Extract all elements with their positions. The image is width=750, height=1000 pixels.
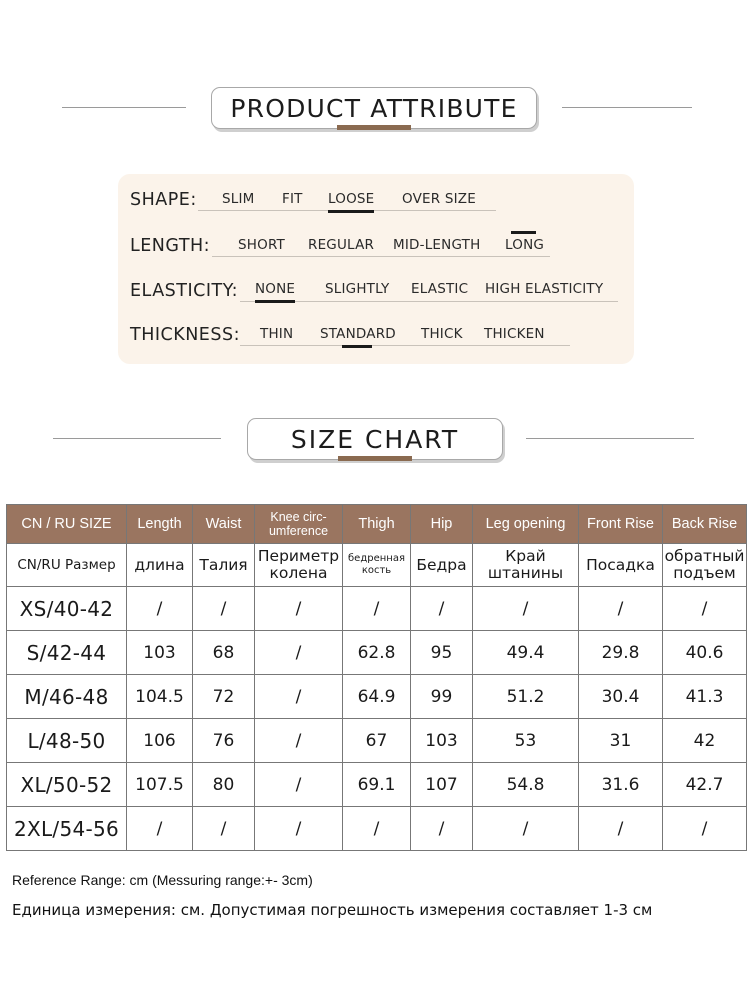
value-cell: / [343, 807, 411, 851]
value-cell: 80 [193, 763, 255, 807]
size-cell: S/42-44 [7, 631, 127, 675]
size-chart-title-pill [247, 418, 503, 460]
attr-label-shape: SHAPE: [130, 190, 197, 210]
size-cell: 2XL/54-56 [7, 807, 127, 851]
header-cell: Leg opening [473, 505, 579, 544]
table-header-ru [7, 544, 747, 587]
attr-option: THIN [260, 326, 294, 342]
selected-mark [328, 210, 374, 213]
value-cell: 68 [193, 631, 255, 675]
value-cell: / [193, 587, 255, 631]
attr-label-elasticity: ELASTICITY: [130, 281, 238, 301]
attr-underline [240, 345, 570, 346]
table-row [7, 631, 747, 675]
attr-option: SLIM [222, 191, 255, 207]
note-ru: Единица измерения: см. Допустимая погрешность измерения составляет 1-3 см [12, 901, 653, 919]
value-cell: 67 [343, 719, 411, 763]
attr-label-length: LENGTH: [130, 236, 211, 256]
value-cell: 106 [127, 719, 193, 763]
attr-option-selected [328, 191, 374, 207]
value-cell: 51.2 [473, 675, 579, 719]
attr-option: THICKEN [484, 326, 545, 342]
selected-mark [255, 300, 295, 303]
divider-left [53, 438, 221, 439]
header-cell-ru: Талия [193, 544, 255, 587]
attr-option: ELASTIC [411, 281, 469, 297]
value-cell: 31 [579, 719, 663, 763]
header-cell: Hip [411, 505, 473, 544]
attr-option-selected [255, 281, 295, 297]
selected-mark [511, 231, 536, 234]
size-cell: XL/50-52 [7, 763, 127, 807]
value-cell: / [411, 807, 473, 851]
value-cell: / [127, 587, 193, 631]
value-cell: / [255, 631, 343, 675]
header-cell: Knee circ-umference [255, 505, 343, 544]
header-cell: Thigh [343, 505, 411, 544]
header-cell-ru: Периметр колена [255, 544, 343, 587]
header-cell: Back Rise [663, 505, 747, 544]
value-cell: 103 [127, 631, 193, 675]
value-cell: 69.1 [343, 763, 411, 807]
value-cell: 53 [473, 719, 579, 763]
attribute-panel [118, 174, 634, 364]
value-cell: / [473, 807, 579, 851]
value-cell: / [193, 807, 255, 851]
attr-option: MID-LENGTH [393, 237, 481, 253]
value-cell: 95 [411, 631, 473, 675]
value-cell: 99 [411, 675, 473, 719]
value-cell: 107 [411, 763, 473, 807]
value-cell: 103 [411, 719, 473, 763]
value-cell: 29.8 [579, 631, 663, 675]
attr-underline [212, 256, 550, 257]
value-cell: / [663, 587, 747, 631]
value-cell: / [473, 587, 579, 631]
value-cell: 104.5 [127, 675, 193, 719]
divider-left [62, 107, 186, 108]
header-cell-ru: обратный подъем [663, 544, 747, 587]
attr-option: SHORT [238, 237, 285, 253]
note-en: Reference Range: cm (Messuring range:+- 3cm) [12, 872, 313, 888]
value-cell: / [255, 587, 343, 631]
header-cell-ru: Бедра [411, 544, 473, 587]
table-row [7, 763, 747, 807]
attr-option-label: NONE [255, 281, 296, 297]
attr-option-label: LONG [505, 237, 545, 253]
size-chart-title: SIZE CHART [290, 424, 460, 454]
value-cell: / [663, 807, 747, 851]
value-cell: / [127, 807, 193, 851]
header-cell-ru: Посадка [579, 544, 663, 587]
size-cell: L/48-50 [7, 719, 127, 763]
title-accent-bar [338, 456, 412, 461]
table-row [7, 587, 747, 631]
value-cell: 42 [663, 719, 747, 763]
attribute-title-pill [211, 87, 537, 129]
header-cell-ru: CN/RU Размер [7, 544, 127, 587]
value-cell: 40.6 [663, 631, 747, 675]
header-cell: Front Rise [579, 505, 663, 544]
size-cell: M/46-48 [7, 675, 127, 719]
attr-underline [240, 301, 618, 302]
value-cell: 62.8 [343, 631, 411, 675]
attr-option: HIGH ELASTICITY [485, 281, 604, 297]
attr-option-selected [505, 237, 544, 253]
divider-right [562, 107, 692, 108]
header-cell-ru: Край штанины [473, 544, 579, 587]
attr-option: OVER SIZE [402, 191, 476, 207]
title-accent-bar [337, 125, 411, 130]
attr-option: SLIGHTLY [325, 281, 390, 297]
attr-option: FIT [282, 191, 303, 207]
header-cell: CN / RU SIZE [7, 505, 127, 544]
attribute-title: PRODUCT ATTRIBUTE [230, 93, 518, 123]
value-cell: 41.3 [663, 675, 747, 719]
header-cell: Waist [193, 505, 255, 544]
value-cell: 76 [193, 719, 255, 763]
header-cell: Length [127, 505, 193, 544]
table-row [7, 675, 747, 719]
header-cell-ru: длина [127, 544, 193, 587]
value-cell: 49.4 [473, 631, 579, 675]
value-cell: / [255, 719, 343, 763]
value-cell: 107.5 [127, 763, 193, 807]
attr-option-selected [320, 326, 396, 342]
table-row [7, 807, 747, 851]
attr-option: REGULAR [308, 237, 375, 253]
size-table [6, 504, 747, 851]
value-cell: 42.7 [663, 763, 747, 807]
size-cell: XS/40-42 [7, 587, 127, 631]
attr-option-label: LOOSE [328, 191, 375, 207]
value-cell: / [343, 587, 411, 631]
value-cell: / [579, 807, 663, 851]
value-cell: / [255, 763, 343, 807]
header-cell-ru: бедренная кость [343, 544, 411, 587]
value-cell: 64.9 [343, 675, 411, 719]
attr-option: THICK [421, 326, 463, 342]
value-cell: / [579, 587, 663, 631]
selected-mark [342, 345, 372, 348]
value-cell: / [411, 587, 473, 631]
divider-right [526, 438, 694, 439]
value-cell: 30.4 [579, 675, 663, 719]
value-cell: / [255, 675, 343, 719]
size-rows [7, 587, 747, 851]
table-header-en [7, 505, 747, 544]
attr-label-thickness: THICKNESS: [130, 325, 240, 345]
value-cell: 54.8 [473, 763, 579, 807]
attr-option-label: STANDARD [320, 326, 396, 342]
table-row [7, 719, 747, 763]
value-cell: / [255, 807, 343, 851]
value-cell: 72 [193, 675, 255, 719]
value-cell: 31.6 [579, 763, 663, 807]
